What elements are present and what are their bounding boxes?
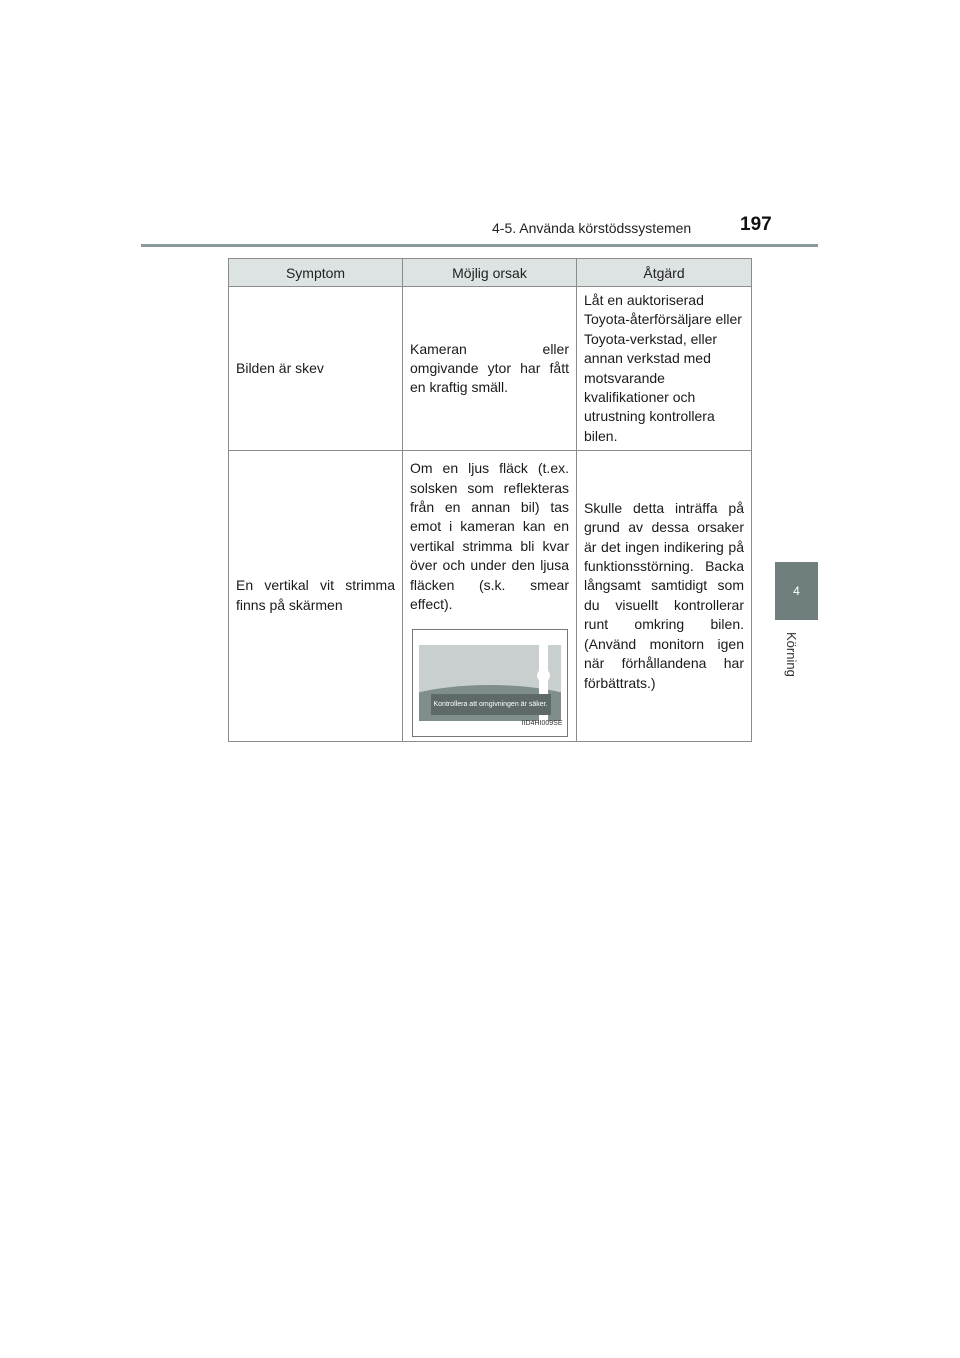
page-number: 197	[740, 214, 772, 235]
troubleshooting-table	[228, 258, 752, 742]
column-header-cause: Möjlig orsak	[403, 259, 577, 287]
action-cell: Låt en auktoriserad Toyota-återförsäljare eller Toyota-verkstad, eller annan verkstad med motsvarande kvalifikationer och utrustning kontrollera bilen.	[577, 287, 752, 451]
screen-caption: Kontrollera att omgivningen är säker.	[431, 694, 551, 715]
header-divider	[141, 244, 818, 247]
symptom-cell: Bilden är skev	[229, 287, 403, 451]
chapter-label: Körning	[784, 632, 799, 677]
table-row	[229, 451, 752, 741]
cause-text: Om en ljus fläck (t.ex. solsken som reflekteras från en annan bil) tas emot i kameran kan en vertikal strimma bli kvar över och under den ljusa fläcken (s.k. smear effect).	[410, 460, 569, 613]
section-title: 4-5. Använda körstödssystemen	[492, 220, 692, 236]
figure-code: IID4HI009SE	[521, 720, 563, 728]
cause-cell: Kameran eller omgivande ytor har fått en kraftig smäll.	[403, 287, 577, 451]
table-row	[229, 287, 752, 451]
table-header-row	[229, 259, 752, 287]
column-header-symptom: Symptom	[229, 259, 403, 287]
cause-cell	[403, 451, 577, 741]
chapter-tab	[775, 562, 818, 620]
column-header-action: Åtgärd	[577, 259, 752, 287]
chapter-number: 4	[793, 584, 800, 598]
bright-spot	[537, 669, 550, 682]
symptom-cell: En vertikal vit strimma finns på skärmen	[229, 451, 403, 741]
action-cell: Skulle detta inträffa på grund av dessa orsaker är det ingen indikering på funktionsstörning. Backa långsamt samtidigt som du visuellt kontrollerar runt omkring bilen. (Använd monitorn igen när förhållandena har förbättrats.)	[577, 451, 752, 741]
camera-screen-illustration	[412, 629, 568, 737]
